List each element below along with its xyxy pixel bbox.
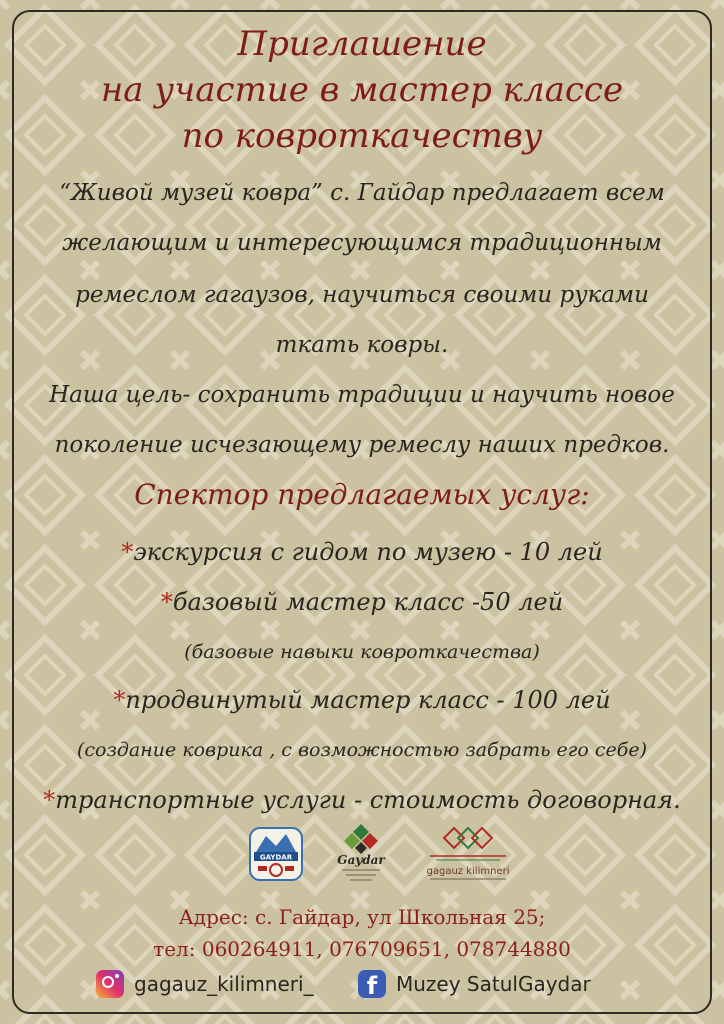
title-line-1: Приглашение	[237, 24, 487, 64]
gaydar-emblem-logo	[330, 822, 392, 884]
service-item-advanced	[20, 680, 704, 720]
gaydar-village-logo	[244, 822, 308, 886]
star-marker: *	[113, 686, 126, 714]
facebook-icon: f	[358, 970, 386, 998]
goal-line-2: поколение исчезающему ремеслу наших предков.	[54, 432, 670, 458]
logo-1-text: GAYDAR	[259, 853, 293, 862]
star-marker: *	[43, 786, 56, 814]
service-item-tour	[20, 532, 704, 572]
service-item-basic-note: (базовые навыки ковроткачества)	[184, 641, 540, 663]
intro-line-4: ткать ковры.	[275, 332, 449, 358]
service-item-tour-text: экскурсия с гидом по музею - 10 лей	[133, 538, 603, 566]
services-heading: Спектор предлагаемых услуг:	[134, 478, 590, 511]
logo-2-text: Gaydar	[337, 853, 385, 867]
intro-line-3: ремеслом гагаузов, научиться своими руками	[75, 282, 649, 308]
gagauz-kilimneri-logo	[420, 824, 516, 884]
star-marker: *	[160, 588, 173, 616]
intro-line-2: желающим и интересующимся традиционным	[62, 230, 662, 256]
service-item-transport	[20, 780, 704, 820]
instagram-link[interactable]	[96, 966, 314, 1002]
star-marker: *	[121, 538, 134, 566]
logo-3-text: gagauz kilimneri	[426, 866, 510, 877]
service-item-advanced-text: продвинутый мастер класс - 100 лей	[125, 686, 611, 714]
facebook-page-name: Muzey SatulGaydar	[396, 972, 591, 996]
instagram-handle: gagauz_kilimneri_	[134, 972, 314, 996]
goal-line-1: Наша цель- сохранить традиции и научить новое	[49, 382, 675, 408]
service-item-transport-text: транспортные услуги - стоимость договорная.	[55, 786, 681, 814]
service-item-basic	[20, 582, 704, 622]
service-item-advanced-note: (создание коврика , с возможностью забрать его себе)	[77, 739, 647, 761]
logos-row	[0, 822, 724, 892]
phones-text: тел: 060264911, 076709651, 078744880	[153, 937, 571, 961]
instagram-icon	[96, 970, 124, 998]
facebook-link[interactable]	[358, 966, 591, 1002]
title-line-2: на участие в мастер классе	[100, 70, 624, 110]
title-line-3: по ковроткачеству	[181, 116, 543, 156]
intro-line-1: “Живой музей ковра” с. Гайдар предлагает всем	[59, 180, 665, 206]
service-item-basic-text: базовый мастер класс -50 лей	[172, 588, 564, 616]
address-text: Адрес: с. Гайдар, ул Школьная 25;	[178, 905, 546, 929]
